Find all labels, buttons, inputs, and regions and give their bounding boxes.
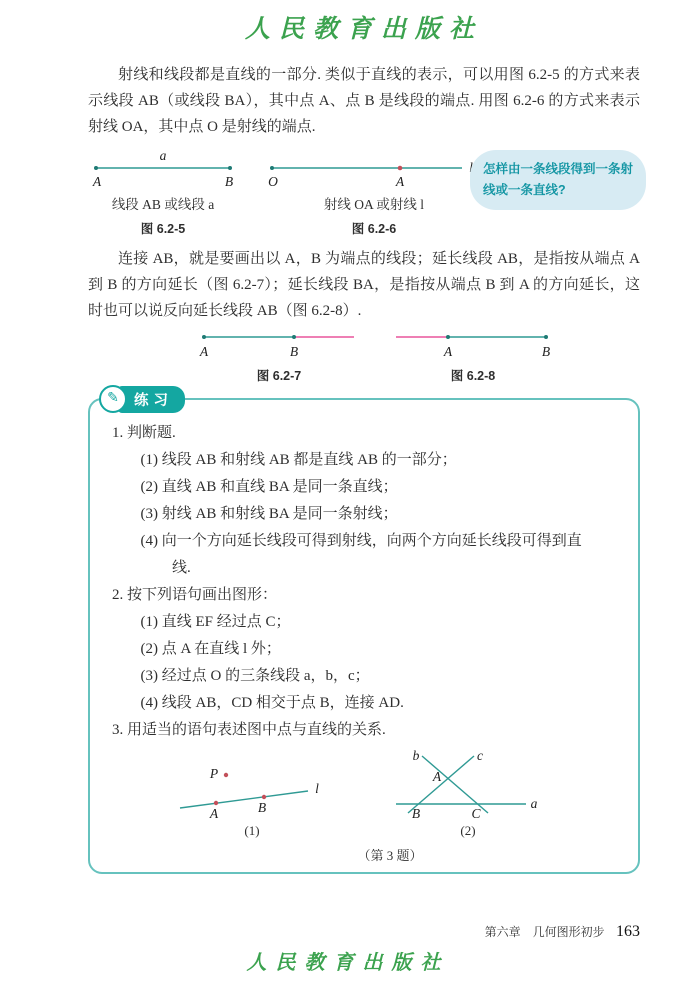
question-1-item-3: (3) 射线 AB 和射线 BA 是同一条射线；	[140, 506, 398, 522]
publisher-logo-top: 人民教育出版社	[244, 14, 483, 43]
label-point-a: A	[92, 174, 102, 189]
figure-6-2-8	[388, 326, 558, 384]
publisher-logo-bottom: 人民教育出版社	[246, 950, 450, 974]
question-3-diagrams	[176, 750, 622, 839]
page-number: 163	[616, 923, 640, 940]
question-2-item-1: (1) 直线 EF 经过点 C；	[140, 614, 291, 630]
figure-6-2-7	[194, 326, 364, 384]
point-a-dot	[398, 166, 403, 171]
line-l	[180, 791, 308, 808]
diagram-caption: (1)	[244, 823, 260, 838]
figures-row-2	[88, 326, 640, 384]
problem3-figure-2	[392, 750, 544, 839]
extended-segment-diagram	[194, 326, 364, 360]
ray-oa-diagram	[264, 148, 484, 192]
label-line-a: a	[530, 796, 538, 811]
label-line-c: c	[477, 750, 483, 763]
endpoint-a-dot	[94, 166, 98, 170]
label-point-a: A	[395, 174, 405, 189]
label-point-a: A	[209, 806, 219, 821]
question-2-stem: 2. 按下列语句画出图形：	[112, 587, 278, 603]
figure-6-2-6	[264, 148, 484, 237]
endpoint-o-dot	[270, 166, 274, 170]
diagram-caption: (2)	[460, 823, 476, 838]
label-point-c: C	[471, 806, 481, 821]
label-line-b: b	[412, 750, 420, 763]
problem3-figure-1	[176, 762, 328, 839]
label-point-a: A	[432, 769, 442, 784]
endpoint-a-dot	[446, 335, 450, 339]
question-2-item-3: (3) 经过点 O 的三条线段 a，b，c；	[140, 668, 370, 684]
label-point-a: A	[443, 344, 453, 359]
question-1-item-2: (2) 直线 AB 和直线 BA 是同一条直线；	[140, 479, 398, 495]
question-2-item-2: (2) 点 A 在直线 l 外；	[140, 641, 281, 657]
figures-row-1	[88, 148, 640, 246]
intersecting-lines-diagram	[392, 750, 544, 822]
reverse-extended-segment-diagram	[388, 326, 558, 360]
points-on-line-diagram	[176, 762, 328, 822]
figure-caption: 线段 AB 或线段 a	[111, 197, 215, 212]
figure-6-2-5	[88, 148, 238, 237]
question-1-item-1: (1) 线段 AB 和射线 AB 都是直线 AB 的一部分；	[140, 452, 457, 468]
question-3-stem: 3. 用适当的语句表述图中点与直线的关系.	[112, 722, 386, 738]
endpoint-a-dot	[202, 335, 206, 339]
label-point-b: B	[411, 806, 421, 821]
label-segment-a: a	[159, 148, 167, 163]
label-point-o: O	[268, 174, 278, 189]
point-a-dot	[214, 801, 218, 805]
endpoint-b-dot	[292, 335, 296, 339]
thought-bubble: 怎样由一条线段得到一条射线或一条直线?	[470, 150, 646, 210]
page-footer	[485, 923, 640, 941]
question-2-item-4: (4) 线段 AB，CD 相交于点 B，连接 AD.	[140, 695, 404, 711]
point-p-dot	[224, 773, 228, 777]
figure-number: 图 6.2-6	[351, 222, 397, 236]
question-1	[112, 420, 622, 582]
intro-paragraph-1: 射线和线段都是直线的一部分. 类似于直线的表示，可以用图 6.2-5 的方式来表示线段 AB（或线段 BA），其中点 A、点 B 是线段的端点. 用图 6.2-6 的方式来表示射线 OA，其中点 O 是射线的端点.	[88, 67, 640, 135]
label-point-b: B	[289, 344, 299, 359]
endpoint-b-dot	[544, 335, 548, 339]
label-point-p: P	[209, 766, 219, 781]
label-point-a: A	[199, 344, 209, 359]
label-point-b: B	[257, 800, 267, 815]
exercise-tab-label: 练习	[118, 386, 185, 413]
pencil-icon: ✎	[99, 385, 127, 413]
question-1-item-4: (4) 向一个方向延长线段可得到射线，向两个方向延长线段可得到直线.	[140, 533, 582, 576]
exercise-box	[88, 391, 640, 874]
label-line-l: l	[315, 781, 319, 796]
figure-number: 图 6.2-7	[256, 369, 302, 383]
chapter-title: 第六章 几何图形初步	[484, 925, 605, 939]
endpoint-b-dot	[228, 166, 232, 170]
question-3-group-caption: （第 3 题）	[357, 848, 423, 863]
question-2	[112, 582, 622, 717]
question-1-stem: 1. 判断题.	[112, 425, 176, 441]
segment-ab-diagram	[88, 148, 238, 192]
label-point-b: B	[541, 344, 551, 359]
point-b-dot	[262, 795, 266, 799]
intro-paragraph-2: 连接 AB，就是要画出以 A，B 为端点的线段；延长线段 AB，是指按从端点 A 到 B 的方向延长（图 6.2-7）；延长线段 BA，是指按从端点 B 到 A 的方向延长，这时也可以说反向延长线段 AB（图 6.2-8）.	[88, 251, 640, 319]
figure-caption: 射线 OA 或射线 l	[323, 197, 425, 212]
label-point-b: B	[224, 174, 234, 189]
question-3	[112, 717, 622, 744]
exercise-tab	[99, 385, 185, 413]
figure-number: 图 6.2-5	[140, 222, 186, 236]
figure-number: 图 6.2-8	[450, 369, 496, 383]
